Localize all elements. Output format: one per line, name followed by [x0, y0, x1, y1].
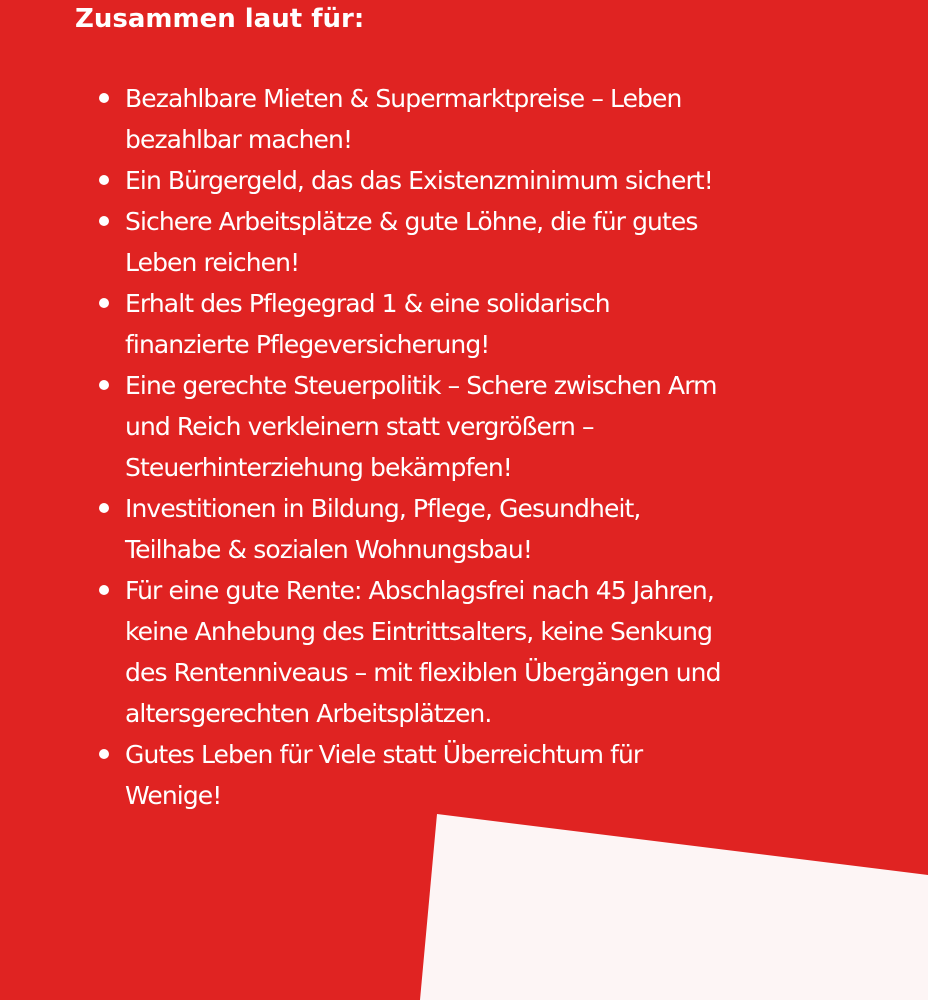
- bullet-icon: [99, 585, 109, 595]
- demand-item: [125, 283, 855, 365]
- bullet-icon: [99, 503, 109, 513]
- demand-text-line: altersgerechten Arbeitsplätzen.: [125, 699, 492, 728]
- demand-text-line: Gutes Leben für Viele statt Überreichtum für: [125, 740, 643, 769]
- bullet-icon: [99, 380, 109, 390]
- demand-item: [125, 570, 855, 734]
- demand-item: [125, 488, 855, 570]
- demand-text-line: des Rentenniveaus – mit flexiblen Übergängen und: [125, 658, 721, 687]
- heading: Zusammen laut für:: [75, 4, 365, 34]
- demand-item: [125, 78, 855, 160]
- bullet-icon: [99, 93, 109, 103]
- demand-text-line: keine Anhebung des Eintrittsalters, keine Senkung: [125, 617, 713, 646]
- demand-text-line: Teilhabe & sozialen Wohnungsbau!: [125, 535, 533, 564]
- demand-text-line: Sichere Arbeitsplätze & gute Löhne, die für gutes: [125, 207, 698, 236]
- demand-text-line: Ein Bürgergeld, das das Existenzminimum sichert!: [125, 166, 713, 195]
- bullet-icon: [99, 175, 109, 185]
- demand-text-line: Eine gerechte Steuerpolitik – Schere zwischen Arm: [125, 371, 717, 400]
- demand-item: [125, 201, 855, 283]
- bullet-icon: [99, 749, 109, 759]
- demand-text-line: Erhalt des Pflegegrad 1 & eine solidarisch: [125, 289, 610, 318]
- demand-text-line: Wenige!: [125, 781, 222, 810]
- demand-text-line: Steuerhinterziehung bekämpfen!: [125, 453, 512, 482]
- demand-item: [125, 160, 855, 201]
- demand-item: [125, 365, 855, 488]
- demand-text-line: finanzierte Pflegeversicherung!: [125, 330, 490, 359]
- bullet-icon: [99, 216, 109, 226]
- demand-text-line: Leben reichen!: [125, 248, 300, 277]
- demand-text-line: Investitionen in Bildung, Pflege, Gesundheit,: [125, 494, 641, 523]
- bullet-icon: [99, 298, 109, 308]
- demand-text-line: Für eine gute Rente: Abschlagsfrei nach 45 Jahren,: [125, 576, 714, 605]
- demand-text-line: und Reich verkleinern statt vergrößern –: [125, 412, 594, 441]
- demand-text-line: bezahlbar machen!: [125, 125, 353, 154]
- demands-list: [125, 78, 855, 816]
- demand-text-line: Bezahlbare Mieten & Supermarktpreise – Leben: [125, 84, 682, 113]
- demand-item: [125, 734, 855, 816]
